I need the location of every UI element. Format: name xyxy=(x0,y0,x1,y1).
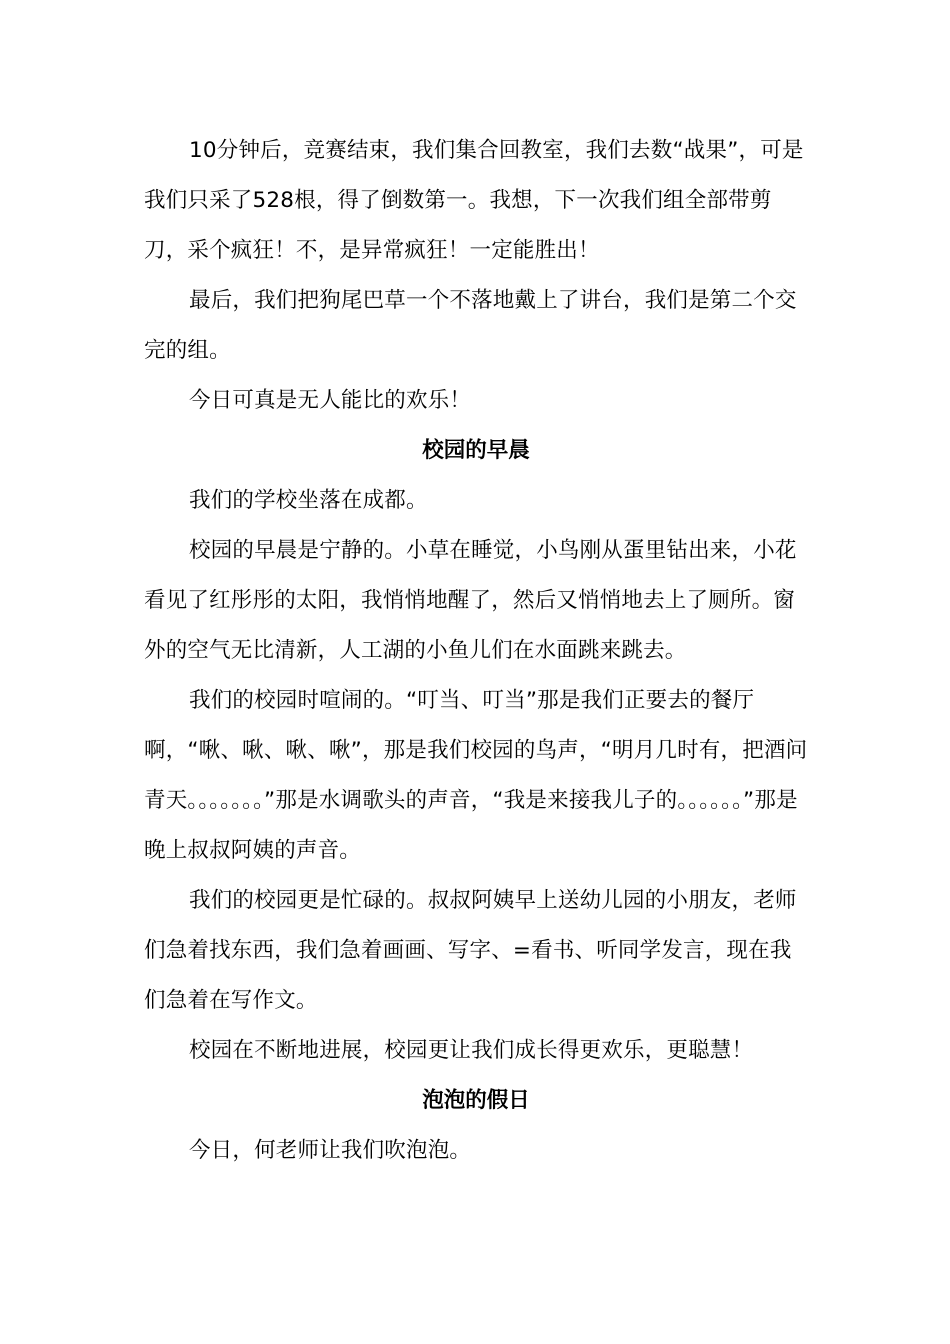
paragraph-happy-day: 今日可真是无人能比的欢乐！ xyxy=(189,388,472,413)
paragraph-contest-result: 10分钟后，竞赛结束，我们集合回教室，我们去数“战果”，可是我们只采了528根，得了倒数第一。我想，下一次我们组全部带剪刀，采个疯狂！不，是异常疯狂！一定能胜出！ xyxy=(144,138,804,263)
paragraph-quiet-morning: 校园的早晨是宁静的。小草在睡觉，小鸟刚从蛋里钻出来，小花看见了红彤彤的太阳，我悄悄地醒了，然后又悄悄地去上了厕所。窗外的空气无比清新，人工湖的小鱼儿们在水面跳来跳去。 xyxy=(144,538,797,663)
essay-title-bubble-holiday: 泡泡的假日 xyxy=(422,1088,530,1113)
document-body xyxy=(144,126,808,1176)
paragraph-school-location: 我们的学校坐落在成都。 xyxy=(189,488,428,513)
paragraph-busy-campus: 我们的校园更是忙碌的。叔叔阿姨早上送幼儿园的小朋友，老师们急着找东西，我们急着画画、写字、=看书、听同学发言，现在我们急着在写作文。 xyxy=(144,888,797,1013)
paragraph-blow-bubbles: 今日，何老师让我们吹泡泡。 xyxy=(189,1138,472,1163)
essay-title-campus-morning: 校园的早晨 xyxy=(422,438,530,463)
paragraph-podium: 最后，我们把狗尾巴草一个不落地戴上了讲台，我们是第二个交完的组。 xyxy=(144,288,797,363)
paragraph-campus-progress: 校园在不断地进展，校园更让我们成长得更欢乐，更聪慧！ xyxy=(189,1038,754,1063)
paragraph-noisy-campus: 我们的校园时喧闹的。“叮当、叮当”那是我们正要去的餐厅啊，“啾、啾、啾、啾”，那是我们校园的鸟声，“明月几时有，把酒问青天。。。。。。。”那是水调歌头的声音，“我是来接我儿子的。。。。。。”那是晚上叔叔阿姨的声音。 xyxy=(144,688,808,863)
